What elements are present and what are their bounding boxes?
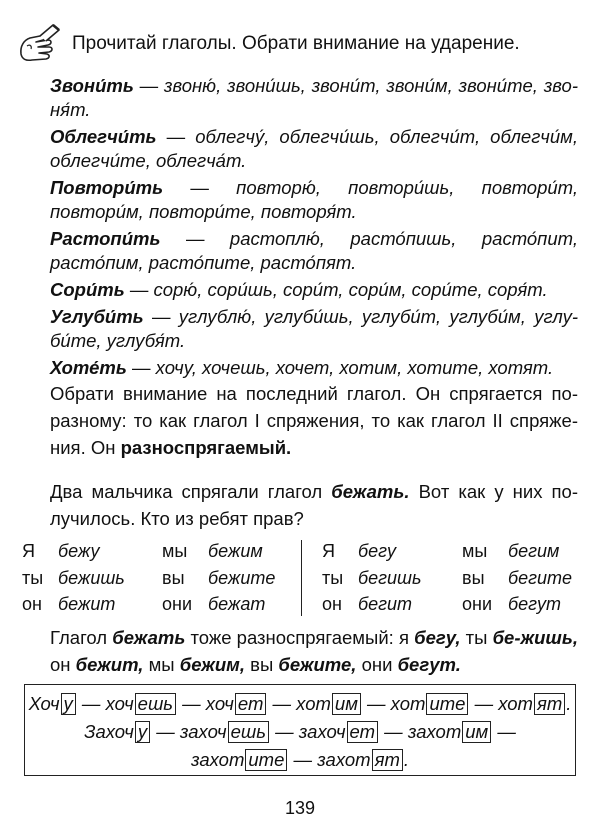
ending-box: ите [245, 749, 287, 771]
verb-form-bold: бежите, [278, 654, 357, 675]
pronoun: вы [462, 567, 485, 588]
verb-form-bold: бе-жишь, [492, 627, 578, 648]
word-stem: — хот [267, 693, 331, 714]
note-text: Обрати внимание на последний глагол. Он спрягается по-разному: то как глагол I спряжения, то как глагол II спряже-ния. Он [50, 383, 578, 458]
verb-forms: облегчу́, облегчи́шь, облегчи́т, облегчи́м, облегчи́те, облегча́т. [50, 126, 578, 172]
ending-box: у [61, 693, 76, 715]
verb-form: бегит [358, 594, 413, 614]
verb-form: бежу [58, 541, 100, 561]
dash: — [133, 75, 164, 96]
pronoun: Я [322, 541, 335, 561]
verb-forms: углублю́, углуби́шь, углуби́т, углуби́м, углу-би́те, углубя́т. [50, 305, 578, 351]
verb-form: бежит [58, 594, 116, 614]
endings-line-1 [25, 693, 575, 715]
conclusion-text: вы [244, 654, 279, 675]
verb-form-bold: бегу, [414, 627, 461, 648]
dash: — [156, 126, 196, 147]
verb-entry [50, 74, 578, 123]
pronoun: ты [322, 567, 344, 588]
verb-form-bold: бегут. [397, 654, 461, 675]
question-part-2: Вот как у них по-лучилось. Кто из ребят прав? [50, 481, 579, 529]
verb-forms: повторю́, повтори́шь, повтори́т, повтори́м, повтори́те, повторя́т. [50, 177, 578, 223]
verb-forms: звоню́, звони́шь, звони́т, звони́м, звони́те, зво-ня́т. [50, 75, 578, 121]
pronoun: он [322, 594, 342, 614]
verb-list [50, 74, 578, 380]
pronoun: они [162, 594, 193, 614]
verb-form: бежишь [58, 567, 125, 588]
ending-box: ешь [135, 693, 176, 715]
dash: — [160, 228, 230, 249]
conclusion-text: они [356, 654, 398, 675]
question-verb: бежать. [331, 481, 410, 502]
verb-form-bold: бежим, [179, 654, 245, 675]
word-stem: — [492, 721, 516, 742]
verb-infinitive: Сори́ть [50, 279, 125, 300]
endings-line-2 [25, 721, 575, 743]
word-stem: Захоч [84, 721, 134, 742]
verb-infinitive: Растопи́ть [50, 228, 161, 249]
endings-box [24, 684, 576, 776]
dash: — [124, 279, 154, 300]
word-stem: — захот [288, 749, 371, 770]
verb-entry [50, 305, 578, 354]
verb-entry [50, 125, 578, 174]
ending-box: ешь [228, 721, 269, 743]
conjugation-boy-2 [322, 538, 572, 618]
verb-form: бежите [208, 567, 276, 588]
note-paragraph [50, 380, 578, 461]
conclusion-text: он [50, 654, 76, 675]
ending-box: им [332, 693, 361, 715]
dash: — [126, 356, 156, 378]
dash: — [163, 177, 237, 198]
page-number: 139 [284, 798, 316, 818]
conjugation-row [22, 591, 275, 618]
pronoun: вы [162, 567, 185, 588]
word-stem: захот [190, 749, 245, 770]
word-stem: — хоч [76, 693, 134, 714]
verb-form: бежат [208, 594, 266, 614]
verb-forms: хочу, хочешь, хочет, хотим, хотите, хотят. [155, 356, 554, 378]
word-stem: — захоч [270, 721, 346, 742]
ending-box: ят [372, 749, 403, 771]
verb-infinitive: Звони́ть [50, 75, 134, 96]
dash: — [143, 305, 179, 327]
pronoun: мы [462, 541, 488, 561]
verb-form: бегут [508, 594, 562, 614]
conjugation-boy-1 [22, 538, 275, 618]
conclusion-paragraph [50, 624, 578, 678]
verb-infinitive: Повтори́ть [50, 177, 164, 198]
word-stem: — захоч [151, 721, 227, 742]
conjugation-row [22, 538, 275, 565]
conclusion-text: ты [460, 627, 493, 648]
conclusion-text: Глагол [50, 627, 113, 648]
conjugation-row [322, 565, 572, 592]
verb-infinitive: Облегчи́ть [50, 126, 157, 147]
verb-entry [50, 356, 578, 380]
question-part-1: Два мальчика спрягали глагол [50, 481, 332, 502]
pronoun: Я [22, 541, 35, 561]
exercise-instruction: Прочитай глаголы. Обрати внимание на ударение. [72, 33, 520, 54]
conjugation-row [322, 538, 572, 565]
conjugation-row [22, 565, 275, 592]
pronoun: они [462, 594, 493, 614]
verb-forms: сорю́, сори́шь, сори́т, сори́м, сори́те, соря́т. [153, 279, 548, 300]
verb-form: бегу [358, 541, 397, 561]
conclusion-text: тоже разноспрягаемый: я [185, 627, 415, 648]
conjugation-row [322, 591, 572, 618]
verb-infinitive: Хоте́ть [50, 356, 127, 378]
conclusion-text: мы [143, 654, 180, 675]
word-stem: — хоч [177, 693, 234, 714]
word-stem: . [403, 749, 410, 770]
ending-box: ите [426, 693, 468, 715]
verb-entry [50, 278, 578, 302]
verb-form: бегите [508, 567, 573, 588]
verb-form: бегишь [358, 567, 422, 588]
verb-form-bold: бежит, [75, 654, 144, 675]
verb-form-bold: бежать [112, 627, 186, 648]
pronoun: мы [162, 541, 188, 561]
verb-entry [50, 227, 578, 276]
ending-box: ят [534, 693, 565, 715]
endings-line-3 [25, 749, 575, 771]
word-stem: Хоч [28, 693, 60, 714]
ending-box: у [135, 721, 150, 743]
ending-box: им [462, 721, 491, 743]
question-paragraph [50, 478, 578, 532]
conjugation-divider [301, 540, 302, 616]
ending-box: ет [347, 721, 379, 743]
pronoun: он [22, 594, 42, 614]
verb-form: бежим [208, 541, 263, 561]
verb-form: бегим [508, 541, 560, 561]
word-stem: — хот [469, 693, 533, 714]
pronoun: ты [22, 567, 44, 588]
note-bold-term: разноспрягаемый. [120, 437, 292, 458]
verb-infinitive: Углуби́ть [50, 305, 144, 327]
word-stem: . [566, 693, 572, 714]
verb-forms: растоплю́, расто́пишь, расто́пит, расто́пим, расто́пите, расто́пят. [50, 228, 578, 274]
word-stem: — хот [361, 693, 426, 714]
verb-entry [50, 176, 578, 225]
ending-box: ет [235, 693, 267, 715]
hand-with-pen-icon [18, 24, 62, 66]
word-stem: — захот [379, 721, 462, 742]
